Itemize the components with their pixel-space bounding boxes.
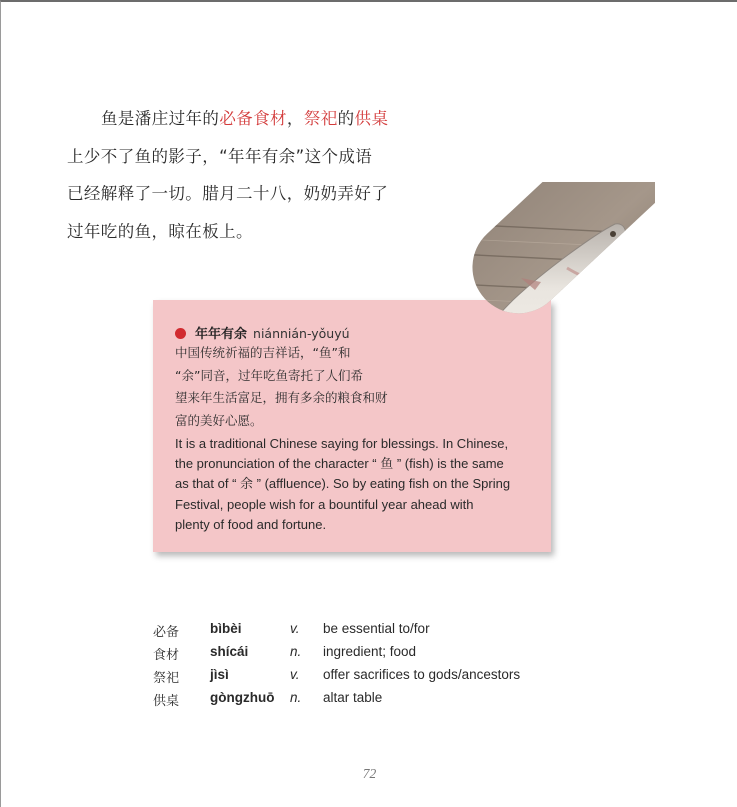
vocab-meaning: be essential to/for xyxy=(323,621,430,636)
text-segment: ， xyxy=(286,109,304,128)
vocab-part-of-speech: n. xyxy=(290,644,302,659)
vocab-meaning: altar table xyxy=(323,690,383,705)
paragraph-line-1 xyxy=(67,100,427,138)
dried-fish-photo xyxy=(417,182,655,402)
vocab-pinyin: jìsì xyxy=(210,667,229,682)
main-paragraph xyxy=(67,100,427,250)
vocab-pinyin: bìbèi xyxy=(210,621,242,636)
note-term: 年年有余 xyxy=(195,327,248,342)
vocab-part-of-speech: v. xyxy=(290,667,300,682)
vocab-word: 食材 xyxy=(153,648,180,663)
vocab-part-of-speech: v. xyxy=(290,621,300,636)
vocab-word: 必备 xyxy=(153,625,180,640)
vocab-word: 供桌 xyxy=(153,694,180,709)
note-en-line: Festival, people wish for a bountiful year ahead with xyxy=(175,496,474,512)
note-chinese-text xyxy=(175,342,388,432)
vocab-part-of-speech: n. xyxy=(290,690,302,705)
highlighted-term-gongzhuo: 供桌 xyxy=(354,109,389,128)
note-heading xyxy=(175,323,350,342)
note-en-line: It is a traditional Chinese saying for blessings. In Chinese, xyxy=(175,436,509,451)
vocab-pinyin: gòngzhuō xyxy=(210,690,275,705)
page-number: 72 xyxy=(362,766,377,781)
note-pinyin: niánnián-yǒuyú xyxy=(253,326,350,341)
text-segment: 的 xyxy=(337,109,355,128)
note-en-line: as that of “ 余 ” (affluence). So by eating fish on the Spring xyxy=(175,476,511,492)
note-cn-line: 富的美好心愿。 xyxy=(175,412,263,428)
paragraph-line-2: 上少不了鱼的影子，“年年有余”这个成语 xyxy=(67,146,373,166)
highlighted-term-jisi: 祭祀 xyxy=(303,109,338,128)
note-en-line: the pronunciation of the character “ 鱼 ” (fish) is the same xyxy=(175,456,504,472)
bullet-dot-icon xyxy=(175,328,186,339)
paragraph-line-3: 已经解释了一切。腊月二十八，奶奶弄好了 xyxy=(67,184,389,203)
vocab-word: 祭祀 xyxy=(153,671,180,686)
note-english-text xyxy=(175,434,510,535)
vocab-pinyin: shícái xyxy=(210,644,249,659)
highlighted-term-bibei-shicai: 必备食材 xyxy=(219,109,287,128)
note-en-line: plenty of food and fortune. xyxy=(175,516,327,532)
vocab-meaning: ingredient; food xyxy=(323,644,417,659)
note-cn-line: 望来年生活富足，拥有多余的粮食和财 xyxy=(175,390,388,405)
note-cn-line: 中国传统祈福的吉祥话，“鱼”和 xyxy=(175,345,351,360)
text-segment: 鱼是潘庄过年的 xyxy=(101,109,220,128)
note-cn-line: “余”同音，过年吃鱼寄托了人们希 xyxy=(175,367,363,383)
vocab-meaning: offer sacrifices to gods/ancestors xyxy=(323,667,521,682)
paragraph-line-4: 过年吃的鱼，晾在板上。 xyxy=(67,221,253,241)
